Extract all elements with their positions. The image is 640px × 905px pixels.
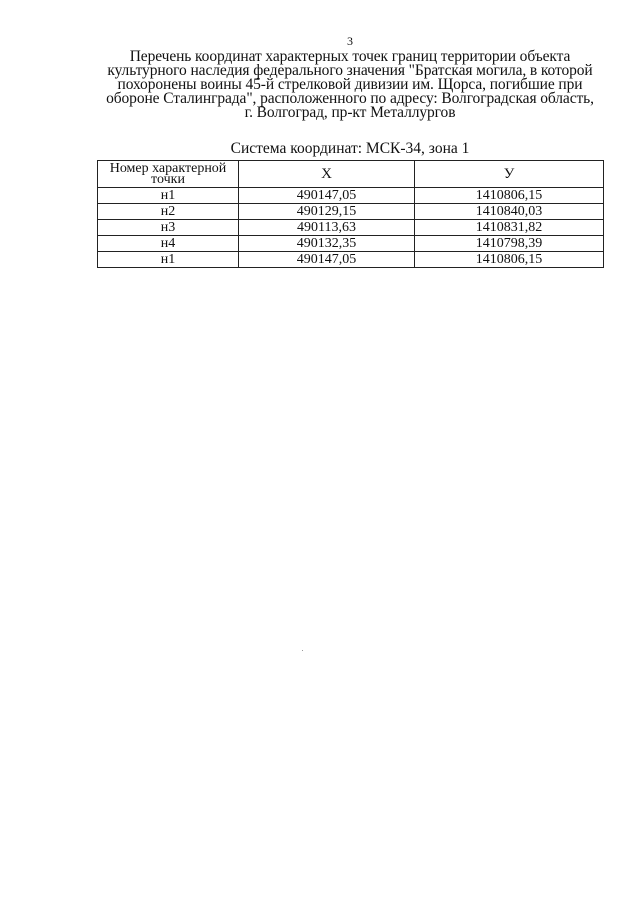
cell-x: 490132,35	[239, 236, 415, 252]
table-row	[98, 252, 604, 268]
cell-y: 1410831,82	[415, 220, 604, 236]
header-x: X	[239, 161, 415, 188]
cell-x: 490113,63	[239, 220, 415, 236]
document-title	[96, 50, 604, 120]
cell-point: н4	[98, 236, 239, 252]
header-y: У	[415, 161, 604, 188]
table-row	[98, 188, 604, 204]
table-row	[98, 204, 604, 220]
title-line: культурного наследия федерального значения "Братская могила, в которой	[107, 62, 593, 79]
cell-x: 490147,05	[239, 252, 415, 268]
table-row	[98, 236, 604, 252]
title-line: обороне Сталинграда", расположенного по адресу: Волгоградская область,	[106, 90, 594, 107]
cell-x: 490147,05	[239, 188, 415, 204]
coordinates-table	[97, 160, 604, 268]
cell-point: н3	[98, 220, 239, 236]
cell-y: 1410798,39	[415, 236, 604, 252]
table-header-row	[98, 161, 604, 188]
table-row	[98, 220, 604, 236]
cell-point: н1	[98, 252, 239, 268]
cell-point: н2	[98, 204, 239, 220]
cell-point: н1	[98, 188, 239, 204]
scan-speck	[302, 650, 303, 651]
title-line: похоронены воины 45-й стрелковой дивизии им. Щорса, погибшие при	[117, 76, 583, 93]
cell-y: 1410806,15	[415, 252, 604, 268]
page-number: 3	[347, 34, 353, 48]
cell-x: 490129,15	[239, 204, 415, 220]
title-line: г. Волгоград, пр-кт Металлургов	[244, 104, 456, 121]
coordinate-system-label: Система координат: МСК-34, зона 1	[230, 140, 470, 157]
cell-y: 1410840,03	[415, 204, 604, 220]
header-point-number: Номер характерной точки	[98, 161, 239, 188]
cell-y: 1410806,15	[415, 188, 604, 204]
title-line: Перечень координат характерных точек границ территории объекта	[129, 48, 571, 65]
